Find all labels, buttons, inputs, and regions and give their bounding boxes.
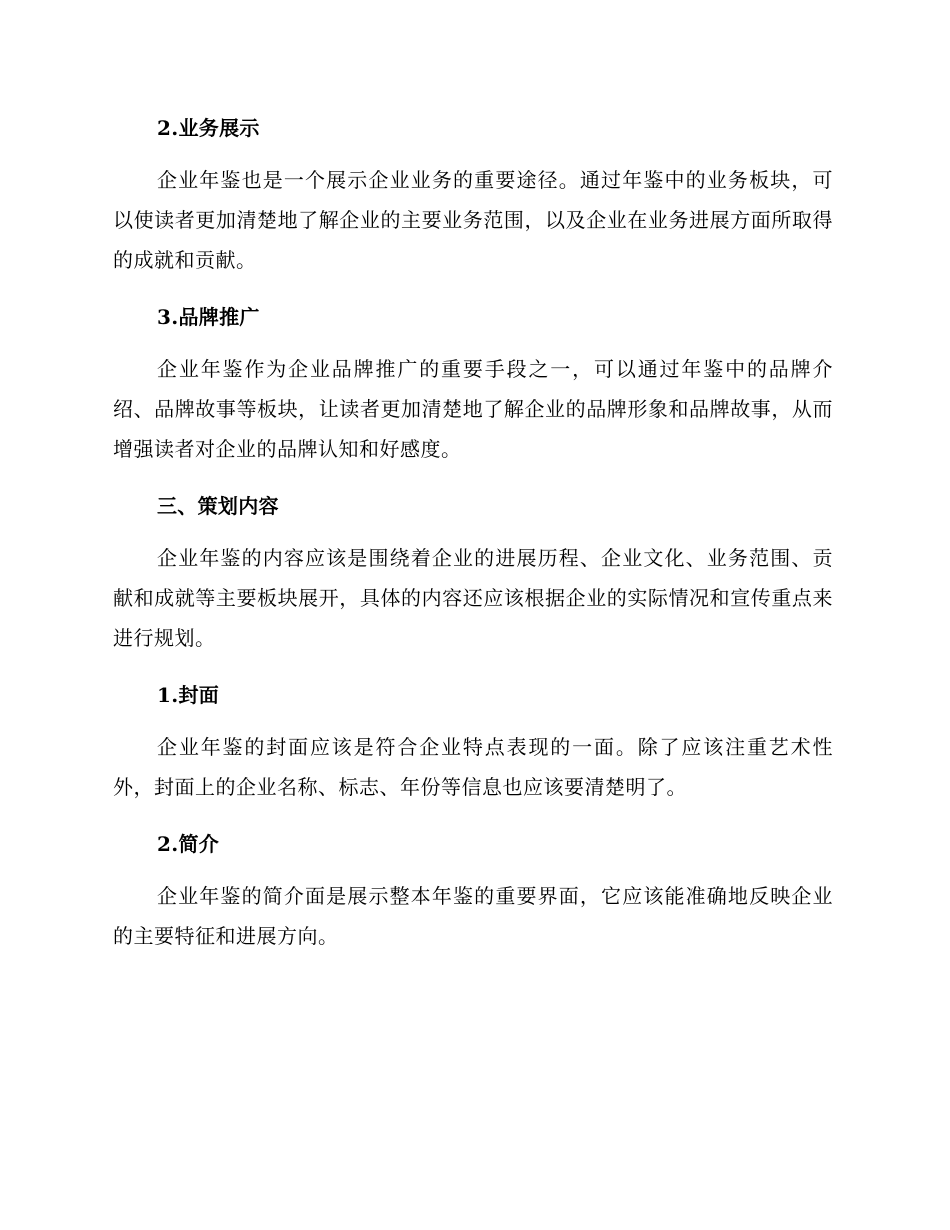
section-heading-brand-promotion: 3.品牌推广 xyxy=(157,305,260,329)
paragraph-business-display: 企业年鉴也是一个展示企业业务的重要途径。通过年鉴中的业务板块，可以使读者更加清楚地了解企业的主要业务范围，以及企业在业务进展方面所取得的成就和贡献。 xyxy=(113,168,833,272)
paragraph-planning-content: 企业年鉴的内容应该是围绕着企业的进展历程、企业文化、业务范围、贡献和成就等主要板块展开，具体的内容还应该根据企业的实际情况和宣传重点来进行规划。 xyxy=(113,546,833,650)
document-body xyxy=(113,110,833,956)
paragraph-brand-promotion: 企业年鉴作为企业品牌推广的重要手段之一，可以通过年鉴中的品牌介绍、品牌故事等板块，让读者更加清楚地了解企业的品牌形象和品牌故事，从而增强读者对企业的品牌认知和好感度。 xyxy=(113,357,833,461)
section-heading-introduction: 2.简介 xyxy=(157,832,220,856)
paragraph-introduction: 企业年鉴的简介面是展示整本年鉴的重要界面，它应该能准确地反映企业的主要特征和进展方向。 xyxy=(113,884,833,948)
section-heading-cover: 1.封面 xyxy=(157,683,220,707)
paragraph-cover: 企业年鉴的封面应该是符合企业特点表现的一面。除了应该注重艺术性外，封面上的企业名称、标志、年份等信息也应该要清楚明了。 xyxy=(113,735,833,799)
section-heading-business-display: 2.业务展示 xyxy=(157,116,260,140)
section-heading-planning-content: 三、策划内容 xyxy=(157,494,279,518)
